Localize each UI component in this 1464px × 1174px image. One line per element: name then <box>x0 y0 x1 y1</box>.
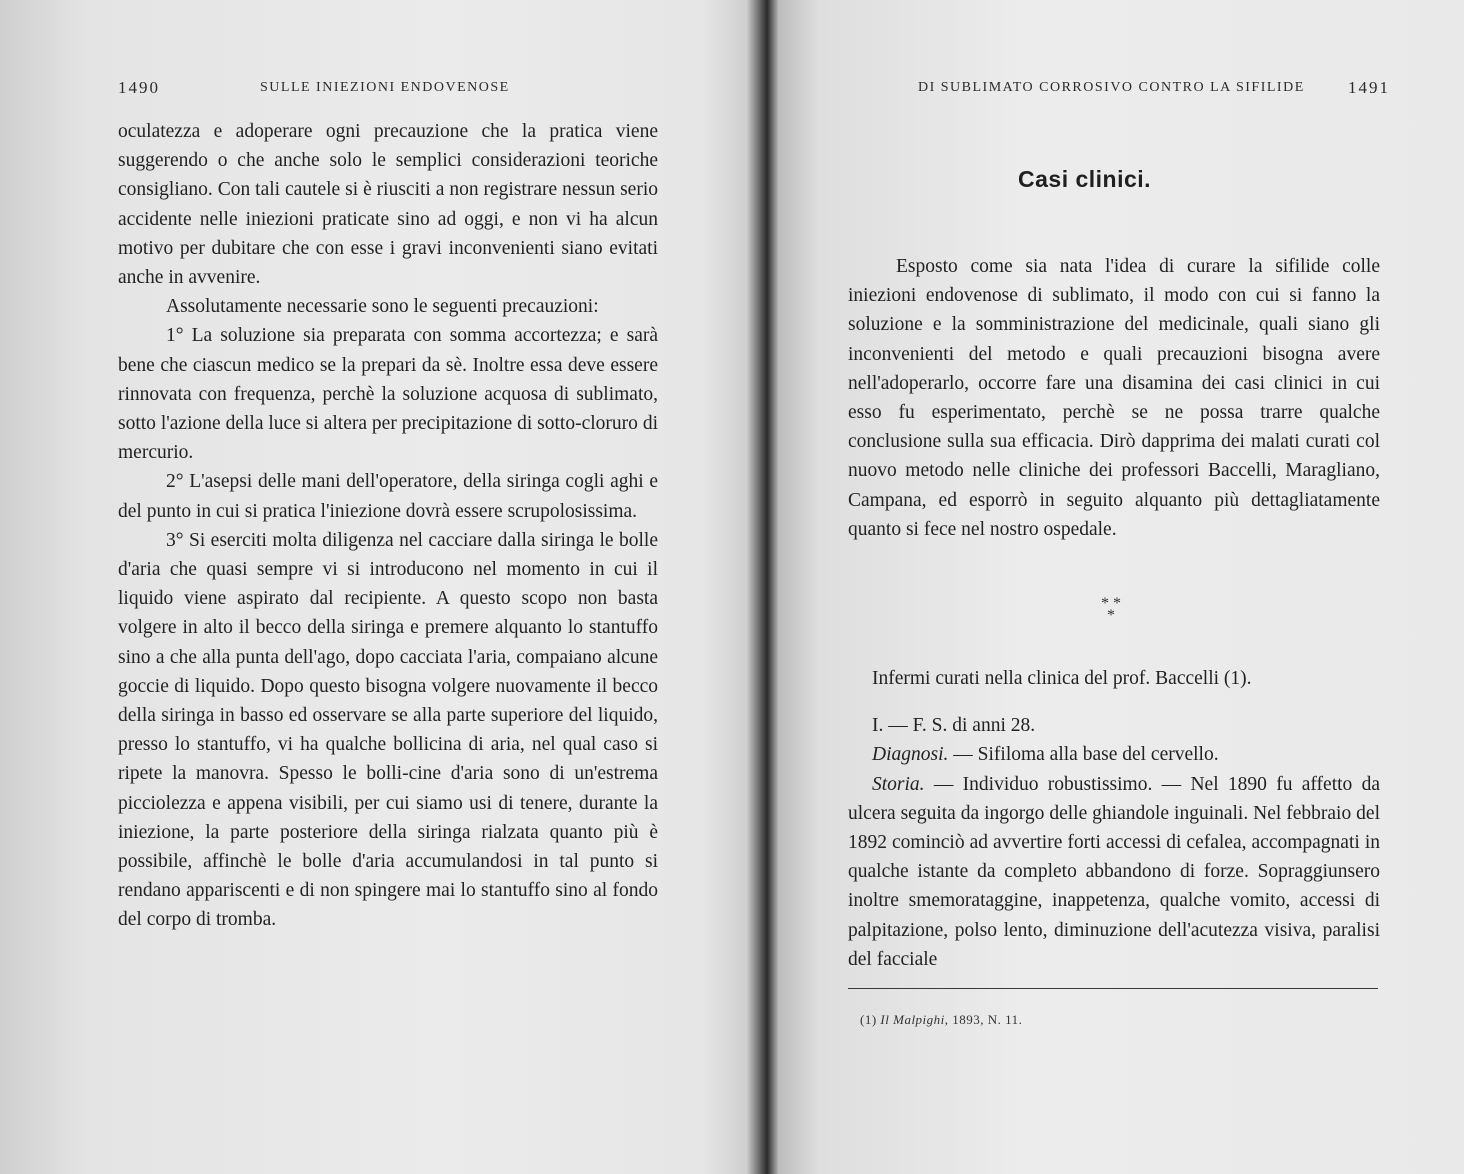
paragraph: 2° L'asepsi delle mani dell'operatore, della siringa cogli aghi e del punto in cui si pratica l'iniezione dovrà essere scrupolosissima. <box>118 471 658 522</box>
footnote <box>860 1012 1022 1028</box>
left-running-title: SULLE INIEZIONI ENDOVENOSE <box>260 80 510 95</box>
footnote-details: , 1893, N. 11. <box>944 1012 1023 1027</box>
case-subhead: Infermi curati nella clinica del prof. Baccelli (1). <box>872 668 1252 689</box>
diagnosis-text: — Sifiloma alla base del cervello. <box>948 744 1219 766</box>
paragraph: Esposto come sia nata l'idea di curare la sifilide colle iniezioni endovenose di sublimato, il modo con cui si fanno la soluzione e la somministrazione del medicinale, quali siano gli inconvenienti del metodo e quali precauzioni bisogna avere nell'adoperarlo, occorre fare una disamina dei casi clinici in cui esso fu esperimentato, perchè se ne possa trarre qualche conclusione sulla sua efficacia. Dirò dapprima dei malati curati col nuovo metodo nelle cliniche dei professori Baccelli, Maragliano, Campana, ed esporrò in seguito alquanto più dettagliatamente quanto si fece nel nostro ospedale. <box>848 256 1380 540</box>
footnote-source: Il Malpighi <box>880 1012 945 1027</box>
footnote-rule <box>848 988 1378 989</box>
paragraph: 1° La soluzione sia preparata con somma accortezza; e sarà bene che ciascun medico se la prepari da sè. Inoltre essa deve essere rinnovata con frequenza, perchè la soluzione acquosa di sublimato, sotto l'azione della luce si altera per precipitazione di sotto-cloruro di mercurio. <box>118 325 658 464</box>
case-text <box>848 664 1380 974</box>
paragraph: oculatezza e adoperare ogni precauzione che la pratica viene suggerendo o che anche solo le semplici considerazioni teoriche consigliano. Con tali cautele si è riusciti a non registrare nessun serio accidente nelle iniezioni praticate sino ad oggi, e non vi ha alcun motivo per dubitare che con esse i gravi inconvenienti siano evitati anche in avvenire. <box>118 121 658 289</box>
case-number: I. — F. S. di anni 28. <box>872 715 1036 737</box>
history-text: — Individuo robustissimo. — Nel 1890 fu affetto da ulcera seguita da ingorgo delle ghiandole inguinali. Nel febbraio del 1892 cominciò ad avvertire forti accessi di cefalea, accompagnati in qualche istante da completo abbandono di forze. Sopraggiunsero inoltre smemorataggine, inappetenza, qualche vomito, accessi di palpitazione, polso lento, diminuzione dell'acutezza visiva, paralisi del facciale <box>848 773 1380 970</box>
intro-text <box>848 252 1380 544</box>
history-label: Storia. <box>872 773 925 795</box>
footnote-marker: (1) <box>860 1012 881 1027</box>
right-running-title: DI SUBLIMATO CORROSIVO CONTRO LA SIFILIDE <box>918 80 1305 95</box>
right-page <box>768 0 1464 1174</box>
diagnosis-label: Diagnosi. <box>872 744 949 766</box>
history-line <box>848 770 1380 974</box>
left-body-text <box>118 117 658 935</box>
right-page-number: 1491 <box>1348 78 1390 97</box>
paragraph: 3° Si eserciti molta diligenza nel cacciare dalla siringa le bolle d'aria che quasi sempre vi si introducono nel momento in cui il liquido viene aspirato dal recipiente. A questo scopo non basta volgere in alto il becco della siringa e premere alquanto lo stantuffo sino a che alla punta dell'ago, dopo cacciata l'aria, compaiano alcune goccie di liquido. Dopo questo bisogna volgere nuovamente il becco della siringa in basso ed osservare se alla parte superiore del liquido, presso lo stantuffo, vi ha qualche bollicina di aria, nel qual caso si ripete la manovra. Spesso le bolli-cine d'aria sono di un'estrema picciolezza e appena visibili, per cui siamo usi di tenere, durante la iniezione, la parte posteriore della siringa rialzata quanto più è possibile, affinchè le bolle d'aria accumulandosi in tal punto si rendano appariscenti e di non spingere mai lo stantuffo sino al fondo del corpo di tromba. <box>118 529 658 931</box>
paragraph: Assolutamente necessarie sono le seguenti precauzioni: <box>166 296 599 318</box>
asterism-text: * * * <box>1101 595 1121 624</box>
asterism-separator <box>1096 595 1126 624</box>
section-title: Casi clinici. <box>1018 166 1152 192</box>
diagnosis-line <box>872 740 1380 769</box>
left-page-number: 1490 <box>118 78 160 97</box>
